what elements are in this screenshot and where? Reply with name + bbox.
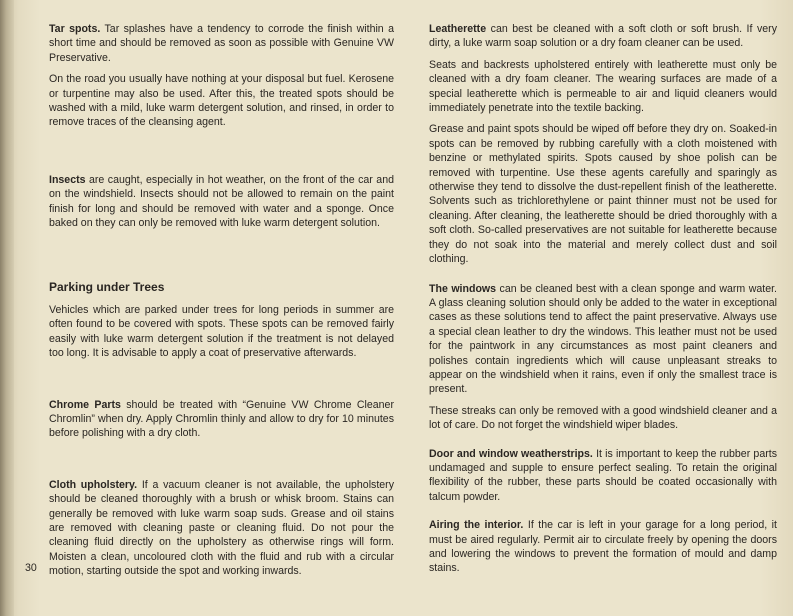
weatherstrips-heading: Door and window weatherstrips.	[429, 447, 593, 460]
windows-heading: The windows	[429, 282, 497, 295]
streaks-paragraph: These streaks can only be removed with a good windshield cleaner and a lot of care. Do not forget the windshield wiper blades.	[429, 404, 777, 432]
airing-heading: Airing the interior.	[429, 519, 524, 532]
windows-text: can be cleaned best with a clean sponge and warm water. A glass cleaning solution should only be added to the water in exceptional cases as these solutions tend to affect the paint preservative. Always use a special clean leather to dry the windows. This leather must not be used for the paintwork in any circumstances as most paint cleaners and polishes contain ingredients which will cause unpleasant streaks to appear on the windshield when it rains, even if only the smallest trace is present.	[429, 282, 777, 396]
road-paragraph: On the road you usually have nothing at your disposal but fuel. Kerosene or turpentine may also be used. After this, the treated spots should be washed with a mild, luke warm detergent solution, and rinsed, in order to remove traces of the cleansing agent.	[49, 73, 394, 129]
airing-paragraph	[429, 518, 777, 576]
tar-spots-text: Tar splashes have a tendency to corrode the finish within a short time and should be removed as soon as possible with Genuine VW Preservative.	[49, 23, 394, 64]
chrome-paragraph	[49, 398, 394, 441]
page-number: 30	[25, 562, 37, 574]
left-column	[49, 22, 394, 579]
leatherette-text: can best be cleaned with a soft cloth or soft brush. If very dirty, a luke warm soap solution or a dry foam cleaner can be used.	[429, 23, 777, 50]
cloth-paragraph	[49, 478, 394, 579]
chrome-heading: Chrome Parts	[49, 398, 121, 411]
insects-heading: Insects	[49, 173, 86, 186]
windows-paragraph	[429, 282, 777, 397]
leatherette-heading: Leatherette	[429, 23, 487, 35]
weatherstrips-text: It is important to keep the rubber parts undamaged and supple to ensure perfect sealing. To retain the original flexibility of the rubber, these parts should be coated occasionally with talcum powder.	[429, 447, 777, 503]
book-binding	[0, 0, 14, 616]
parking-paragraph: Vehicles which are parked under trees for long periods in summer are often found to be covered with spots. These spots can be removed fairly easily with luke warm detergent solution if the treatment is not delayed too long. It is advisable to apply a coat of preservative afterwards.	[49, 303, 394, 360]
weatherstrips-paragraph	[429, 447, 777, 505]
right-column	[429, 22, 777, 576]
cloth-text: If a vacuum cleaner is not available, the upholstery should be cleaned thoroughly with a brush or whisk broom. Stains can generally be removed with luke warm soap suds. Grease and oil stains are removed with cleaning paste or cleaning fluid. Do not pour the cleaning fluid directly on the upholstery as otherwise rings will form. Moisten a clean, uncoloured cloth with the fluid and rub with a circular motion, starting outside the spot and working inwards.	[49, 478, 394, 578]
insects-text: are caught, especially in hot weather, on the front of the car and on the windshield. Insects should not be allowed to remain on the paint finish for long and should be removed with water and a sponge. Once baked on they can only be removed with luke warm detergent solution.	[49, 173, 394, 230]
airing-text: If the car is left in your garage for a long period, it must be aired regularly. Permit air to circulate freely by opening the doors and lowering the windows to prevent the formation of mould and damp stains.	[429, 519, 777, 575]
tar-spots-heading: Tar spots.	[49, 23, 101, 35]
grease-paragraph: Grease and paint spots should be wiped off before they dry on. Soaked-in spots can be removed by rubbing carefully with a cloth moistened with benzine or methylated spirits. Spots caused by shoe polish can be removed with turpentine. Use these agents carefully and sparingly as otherwise they tend to dissolve the dust-repellent finish of the leatherette. Solvents such as trichlorethylene or paint thinner must not be used for cleaning. After cleaning, the leatherette should be dried thoroughly with a soft cloth. So-called preservatives are not suitable for leatherette because they do not soak into the material and merely collect dust and soil clothing.	[429, 123, 777, 266]
parking-heading: Parking under Trees	[49, 280, 165, 295]
cloth-heading: Cloth upholstery.	[49, 478, 138, 491]
insects-paragraph	[49, 173, 394, 231]
seats-paragraph: Seats and backrests upholstered entirely with leatherette must only be cleaned with a dry foam cleaner. The wearing surfaces are made of a special leatherette which is permeable to air and liquid cleaners would immediately penetrate into the textile backing.	[429, 58, 777, 115]
chrome-text: should be treated with “Genuine VW Chrome Cleaner Chromlin” when dry. Apply Chromlin thinly and allow to dry for 10 minutes before polishing with a dry cloth.	[49, 398, 394, 440]
leatherette-paragraph	[429, 22, 777, 51]
tar-spots-paragraph	[49, 22, 394, 65]
